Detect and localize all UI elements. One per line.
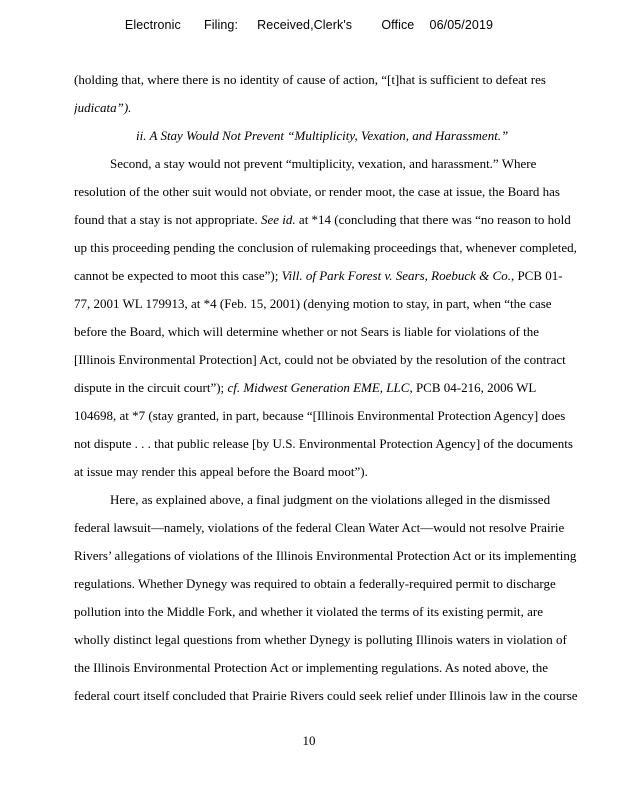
italic-text: Vill. of Park Forest v. Sears, Roebuck & Co. <box>281 268 511 283</box>
header-date: 06/05/2019 <box>429 18 494 32</box>
filing-header <box>0 18 618 32</box>
body-text: 104698, at *7 (stay granted, in part, because “[Illinois Environmental Protection Agency] does <box>74 408 566 423</box>
body-text: resolution of the other suit would not obviate, or render moot, the case at issue, the Board has <box>74 184 560 199</box>
text-line <box>74 72 594 88</box>
text-line <box>74 296 594 312</box>
body-text: federal court itself concluded that Prairie Rivers could seek relief under Illinois law in the course <box>74 688 578 703</box>
body-text: wholly distinct legal questions from whether Dynegy is polluting Illinois waters in violation of <box>74 632 567 647</box>
header-office: Office <box>381 18 415 32</box>
page-number: 10 <box>302 733 316 748</box>
text-line <box>74 324 594 340</box>
text-line <box>74 604 594 620</box>
italic-text: ii. A Stay Would Not Prevent “Multiplicity, Vexation, and Harassment.” <box>136 128 509 143</box>
text-line <box>74 240 594 256</box>
text-line <box>74 268 594 284</box>
text-line <box>74 660 594 676</box>
body-text: Here, as explained above, a final judgment on the violations alleged in the dismissed <box>110 492 551 507</box>
body-text: federal lawsuit—namely, violations of the federal Clean Water Act—would not resolve Prairie <box>74 520 565 535</box>
body-text: 77, 2001 WL 179913, at *4 (Feb. 15, 2001) (denying motion to stay, in part, when “the case <box>74 296 552 311</box>
body-text: [Illinois Environmental Protection] Act, could not be obviated by the resolution of the contract <box>74 352 566 367</box>
body-text: (holding that, where there is no identity of cause of action, “[t]hat is sufficient to defeat res <box>74 72 546 87</box>
text-line <box>74 408 594 424</box>
body-text: Second, a stay would not prevent “multiplicity, vexation, and harassment.” Where <box>110 156 537 171</box>
text-line <box>136 128 618 144</box>
text-line <box>74 464 594 480</box>
body-text: not dispute . . . that public release [by U.S. Environmental Protection Agency] of the documents <box>74 436 573 451</box>
text-line <box>74 212 594 228</box>
body-text: pollution into the Middle Fork, and whether it violated the terms of its existing permit, are <box>74 604 543 619</box>
text-line <box>110 492 618 508</box>
italic-text: cf. Midwest Generation EME, LLC <box>227 380 410 395</box>
text-line <box>74 688 594 704</box>
header-electronic: Electronic <box>124 18 181 32</box>
body-text: found that a stay is not appropriate. <box>74 212 262 227</box>
text-line <box>74 548 594 564</box>
body-text: at issue may render this appeal before the Board moot”). <box>74 464 368 479</box>
text-line <box>74 632 594 648</box>
body-text: regulations. Whether Dynegy was required to obtain a federally-required permit to discharge <box>74 576 556 591</box>
body-text: Rivers’ allegations of violations of the Illinois Environmental Protection Act or its implementing <box>74 548 577 563</box>
italic-text: See id. <box>261 212 296 227</box>
body-text: , PCB 01- <box>510 268 563 283</box>
body-text: before the Board, which will determine whether or not Sears is liable for violations of the <box>74 324 539 339</box>
body-text: at *14 (concluding that there was “no reason to hold <box>295 212 571 227</box>
text-line <box>74 100 594 116</box>
body-text: the Illinois Environmental Protection Act or implementing regulations. As noted above, the <box>74 660 549 675</box>
body-text: up this proceeding pending the conclusion of rulemaking proceedings that, whenever completed, <box>74 240 577 255</box>
header-filing: Filing: <box>203 18 239 32</box>
text-line <box>74 520 594 536</box>
body-text: cannot be expected to moot this case”); <box>74 268 282 283</box>
italic-text: judicata”). <box>74 100 132 115</box>
text-line <box>74 576 594 592</box>
text-line <box>74 380 594 396</box>
body-text: dispute in the circuit court”); <box>74 380 228 395</box>
text-line <box>74 184 594 200</box>
text-line <box>74 352 594 368</box>
text-line <box>74 436 594 452</box>
header-received: Received,Clerk's <box>257 18 353 32</box>
body-text: , PCB 04-216, 2006 WL <box>409 380 537 395</box>
text-line <box>110 156 618 172</box>
